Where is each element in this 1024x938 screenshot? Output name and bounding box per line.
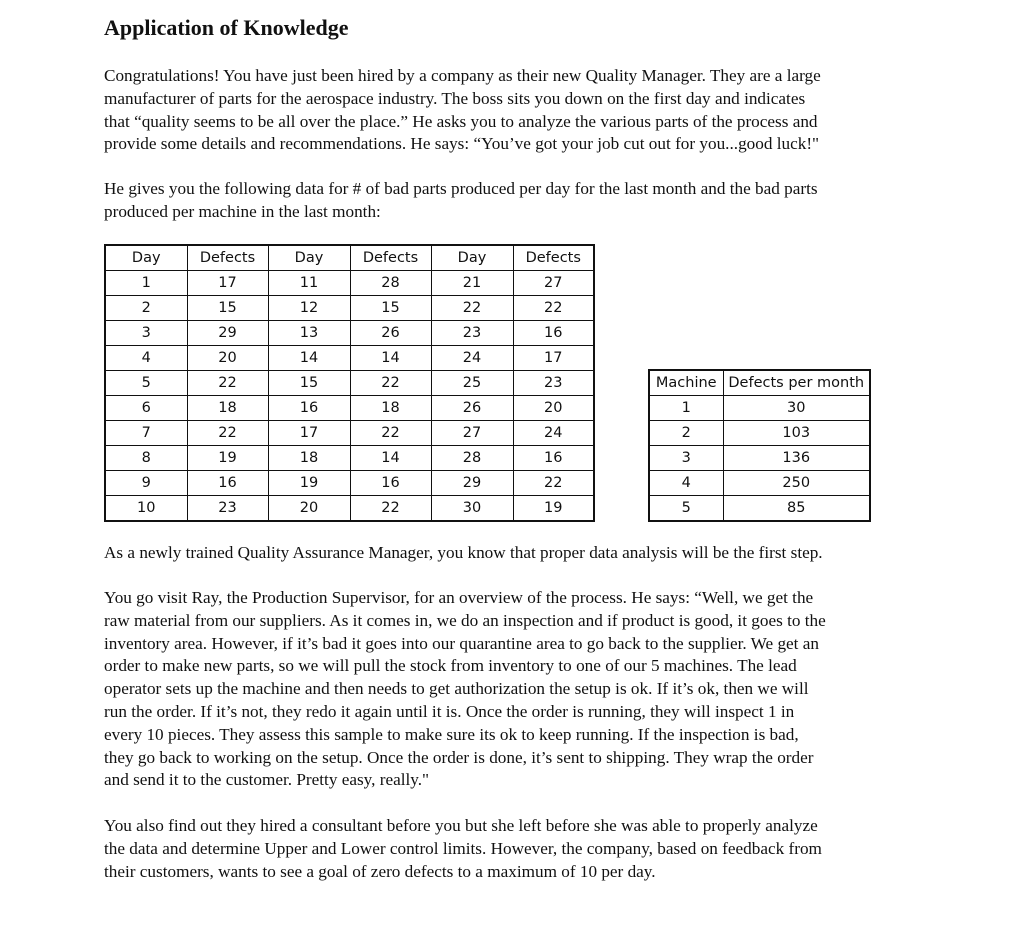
table-row <box>105 471 594 496</box>
table-cell: 13 <box>268 321 350 346</box>
table-header-row <box>105 245 594 271</box>
table-row <box>105 446 594 471</box>
column-header: Defects <box>187 245 268 271</box>
text-line: operator sets up the machine and then needs to get authorization the setup is ok. If it’s ok, then we will <box>104 679 809 699</box>
table-cell: 5 <box>649 496 723 522</box>
table-cell: 14 <box>350 346 431 371</box>
table-cell: 22 <box>187 421 268 446</box>
table-cell: 18 <box>350 396 431 421</box>
table-cell: 15 <box>187 296 268 321</box>
table-row <box>105 371 594 396</box>
table-cell: 4 <box>105 346 187 371</box>
column-header: Day <box>268 245 350 271</box>
table-cell: 11 <box>268 271 350 296</box>
table-row <box>649 396 870 421</box>
table-row <box>105 321 594 346</box>
table-cell: 6 <box>105 396 187 421</box>
table-row <box>105 496 594 522</box>
table-cell: 16 <box>268 396 350 421</box>
table-cell: 16 <box>513 321 594 346</box>
table-cell: 28 <box>431 446 513 471</box>
table-cell: 16 <box>513 446 594 471</box>
table-cell: 2 <box>105 296 187 321</box>
text-line: raw material from our suppliers. As it comes in, we do an inspection and if product is good, it goes to the <box>104 610 826 630</box>
daily-defects-table <box>104 244 595 522</box>
column-header: Machine <box>649 370 723 396</box>
table-cell: 22 <box>350 496 431 522</box>
table-cell: 20 <box>513 396 594 421</box>
table-cell: 23 <box>513 371 594 396</box>
table-row <box>105 396 594 421</box>
column-header: Defects <box>350 245 431 271</box>
table-cell: 20 <box>187 346 268 371</box>
column-header: Defects <box>513 245 594 271</box>
text-line: manufacturer of parts for the aerospace industry. The boss sits you down on the first day and indicates <box>104 88 806 108</box>
table-cell: 25 <box>431 371 513 396</box>
table-cell: 29 <box>187 321 268 346</box>
table-cell: 10 <box>105 496 187 522</box>
table-cell: 27 <box>431 421 513 446</box>
table-row <box>649 446 870 471</box>
column-header: Day <box>105 245 187 271</box>
table-cell: 24 <box>513 421 594 446</box>
table-row <box>649 496 870 522</box>
text-line: As a newly trained Quality Assurance Manager, you know that proper data analysis will be the first step. <box>104 543 823 562</box>
text-line: every 10 pieces. They assess this sample to make sure its ok to keep running. If the inspection is bad, <box>104 724 799 744</box>
table-row <box>105 346 594 371</box>
table-cell: 5 <box>105 371 187 396</box>
qa-paragraph <box>104 542 904 565</box>
table-cell: 1 <box>105 271 187 296</box>
text-line: provide some details and recommendations. He says: “You’ve got your job cut out for you...good luck!" <box>104 134 820 154</box>
text-line: You also find out they hired a consultant before you but she left before she was able to properly analyze <box>104 816 818 835</box>
table-cell: 12 <box>268 296 350 321</box>
table-cell: 250 <box>723 471 870 496</box>
table-cell: 103 <box>723 421 870 446</box>
table-header-row <box>649 370 870 396</box>
table-cell: 24 <box>431 346 513 371</box>
text-line: they go back to working on the setup. Once the order is done, it’s sent to shipping. They wrap the order <box>104 747 814 767</box>
data-intro-paragraph <box>104 178 904 224</box>
text-line: Congratulations! You have just been hired by a company as their new Quality Manager. They are a large <box>104 66 821 85</box>
table-cell: 4 <box>649 471 723 496</box>
table-cell: 15 <box>268 371 350 396</box>
text-line: order to make new parts, so we will pull the stock from inventory to one of our 5 machines. The lead <box>104 656 797 676</box>
table-row <box>105 271 594 296</box>
table-cell: 19 <box>268 471 350 496</box>
table-cell: 136 <box>723 446 870 471</box>
page-title: Application of Knowledge <box>104 15 349 40</box>
table-cell: 22 <box>513 296 594 321</box>
table-cell: 18 <box>268 446 350 471</box>
text-line: their customers, wants to see a goal of zero defects to a maximum of 10 per day. <box>104 861 656 881</box>
text-line: He gives you the following data for # of bad parts produced per day for the last month and the bad parts <box>104 179 818 198</box>
table-cell: 3 <box>105 321 187 346</box>
text-line: You go visit Ray, the Production Supervisor, for an overview of the process. He says: “Well, we get the <box>104 588 814 607</box>
table-row <box>105 421 594 446</box>
table-cell: 26 <box>350 321 431 346</box>
table-cell: 22 <box>187 371 268 396</box>
text-line: inventory area. However, if it’s bad it goes into our quarantine area to go back to the supplier. We get an <box>104 633 819 653</box>
table-cell: 29 <box>431 471 513 496</box>
table-cell: 14 <box>268 346 350 371</box>
table-cell: 18 <box>187 396 268 421</box>
column-header: Defects per month <box>723 370 870 396</box>
table-cell: 17 <box>268 421 350 446</box>
table-cell: 23 <box>187 496 268 522</box>
table-cell: 1 <box>649 396 723 421</box>
text-line: the data and determine Upper and Lower control limits. However, the company, based on feedback from <box>104 838 822 858</box>
table-cell: 8 <box>105 446 187 471</box>
table-cell: 22 <box>350 371 431 396</box>
table-cell: 26 <box>431 396 513 421</box>
table-cell: 20 <box>268 496 350 522</box>
machine-defects-table <box>648 369 871 522</box>
consultant-paragraph <box>104 815 904 883</box>
text-line: and send it to the customer. Pretty easy, really." <box>104 770 430 790</box>
table-row <box>649 471 870 496</box>
table-cell: 22 <box>431 296 513 321</box>
text-line: that “quality seems to be all over the place.” He asks you to analyze the various parts of the process and <box>104 111 818 131</box>
table-cell: 23 <box>431 321 513 346</box>
table-cell: 19 <box>513 496 594 522</box>
table-cell: 22 <box>513 471 594 496</box>
table-cell: 9 <box>105 471 187 496</box>
table-cell: 15 <box>350 296 431 321</box>
table-cell: 7 <box>105 421 187 446</box>
table-row <box>649 421 870 446</box>
table-cell: 17 <box>187 271 268 296</box>
table-cell: 30 <box>431 496 513 522</box>
table-cell: 22 <box>350 421 431 446</box>
intro-paragraph <box>104 65 904 156</box>
table-cell: 27 <box>513 271 594 296</box>
table-cell: 16 <box>187 471 268 496</box>
text-line: run the order. If it’s not, they redo it again until it is. Once the order is running, they will inspect 1 in <box>104 701 795 721</box>
table-cell: 19 <box>187 446 268 471</box>
table-row <box>105 296 594 321</box>
table-cell: 3 <box>649 446 723 471</box>
table-cell: 28 <box>350 271 431 296</box>
table-cell: 16 <box>350 471 431 496</box>
table-cell: 2 <box>649 421 723 446</box>
column-header: Day <box>431 245 513 271</box>
table-cell: 14 <box>350 446 431 471</box>
ray-paragraph <box>104 587 904 792</box>
table-cell: 17 <box>513 346 594 371</box>
text-line: produced per machine in the last month: <box>104 201 381 221</box>
table-cell: 85 <box>723 496 870 522</box>
table-cell: 21 <box>431 271 513 296</box>
table-cell: 30 <box>723 396 870 421</box>
